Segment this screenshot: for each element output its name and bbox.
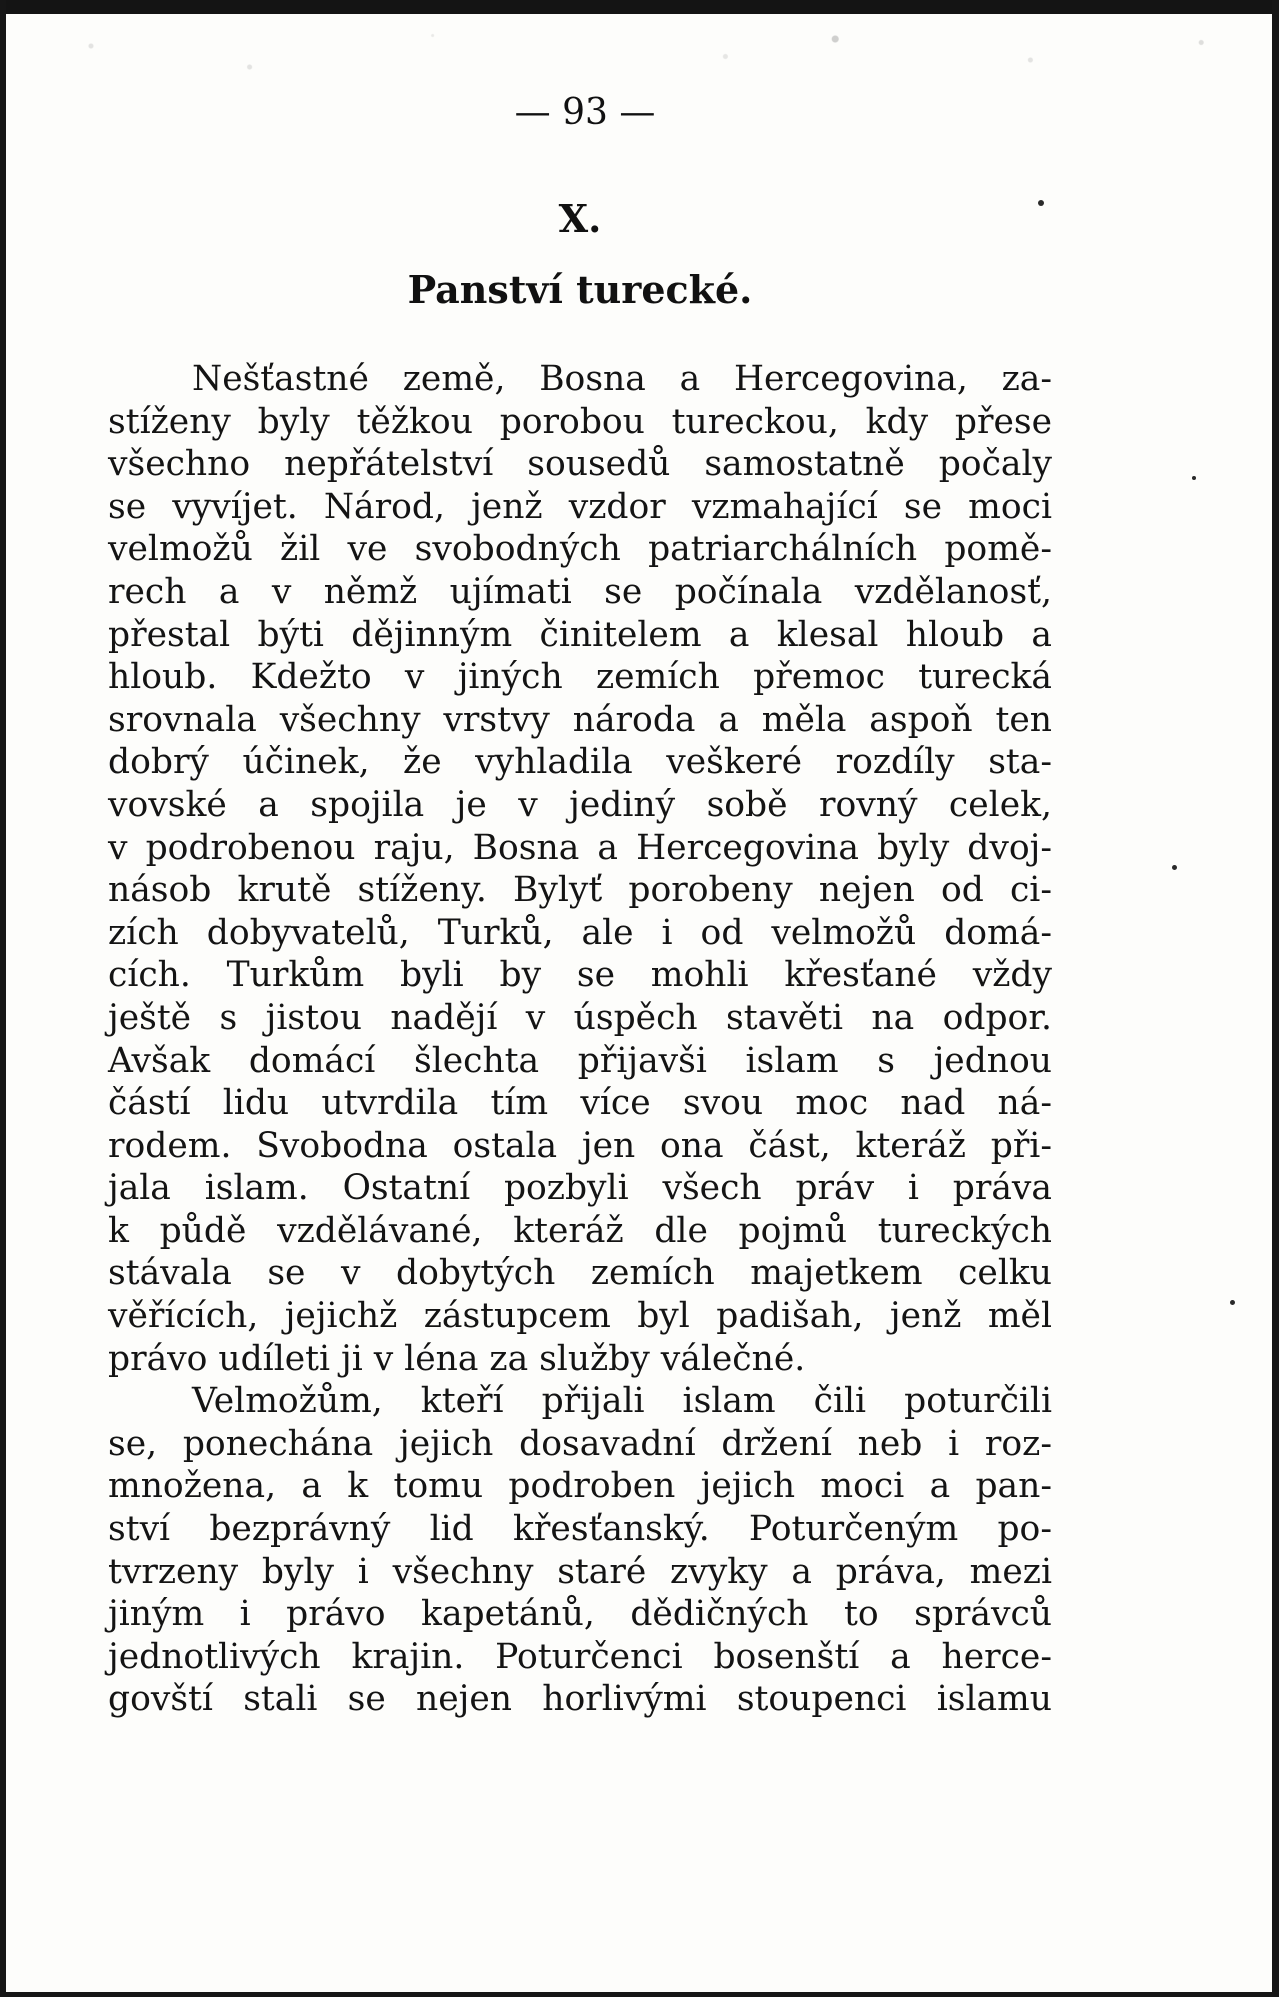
text-line: věřících, jejichž zástupcem byl padišah, jenž měl [108, 1296, 1052, 1337]
text-line: násob krutě stíženy. Bylyť porobeny nejen od ci- [108, 870, 1052, 911]
text-line: přestal býti dějinným činitelem a klesal hloub a [108, 614, 1052, 655]
text-line: jala islam. Ostatní pozbyli všech práv i práva [108, 1168, 1052, 1209]
text-line: srovnala všechny vrstvy národa a měla aspoň ten [108, 699, 1052, 740]
text-line: rodem. Svobodna ostala jen ona část, kteráž při- [108, 1125, 1052, 1166]
text-line: množena, a k tomu podroben jejich moci a pan- [108, 1466, 1052, 1507]
paragraph-2 [108, 1380, 1052, 1721]
text-line: velmožů žil ve svobodných patriarchálních pomě- [108, 529, 1052, 570]
chapter-number: X. [558, 196, 602, 241]
text-line: Avšak domácí šlechta přijavši islam s jednou [108, 1040, 1052, 1081]
text-line: k půdě vzdělávané, kteráž dle pojmů tureckých [108, 1210, 1052, 1251]
scan-border-bottom [0, 1992, 1279, 1997]
text-line: v podrobenou raju, Bosna a Hercegovina byly dvoj- [108, 827, 1052, 868]
text-line: stávala se v dobytých zemích majetkem celku [108, 1253, 1052, 1294]
text-line: jiným i právo kapetánů, dědičných to správců [108, 1594, 1052, 1635]
text-line: ství bezprávný lid křesťanský. Poturčeným po- [108, 1509, 1052, 1550]
text-line: zích dobyvatelů, Turků, ale i od velmožů domá- [108, 912, 1052, 953]
scan-speck [1230, 1300, 1235, 1305]
scan-noise [30, 18, 1250, 88]
page-number: — 93 — [514, 92, 656, 133]
text-line: tvrzeny byly i všechny staré zvyky a práva, mezi [108, 1551, 1052, 1592]
text-line: Velmožům, kteří přijali islam čili poturčili [192, 1381, 1052, 1422]
text-line: částí lidu utvrdila tím více svou moc nad ná- [108, 1083, 1052, 1124]
text-line: vovské a spojila je v jediný sobě rovný celek, [108, 784, 1052, 825]
text-line: právo udíleti ji v léna za služby válečné. [108, 1338, 806, 1379]
text-line: se vyvíjet. Národ, jenž vzdor vzmahající se moci [108, 486, 1052, 527]
scan-border-top [0, 0, 1279, 14]
scan-speck [1192, 476, 1196, 480]
text-line: ještě s jistou nadějí v úspěch stavěti na odpor. [108, 997, 1052, 1038]
text-line: cích. Turkům byli by se mohli křesťané vždy [108, 955, 1052, 996]
text-line: dobrý účinek, že vyhladila veškeré rozdíly sta- [108, 742, 1052, 783]
text-line: govští stali se nejen horlivými stoupenci islamu [108, 1679, 1052, 1720]
paragraph-1 [108, 358, 1052, 1380]
text-line: všechno nepřátelství sousedů samostatně počaly [108, 444, 1052, 485]
chapter-title: Panství turecké. [407, 267, 753, 312]
text-line: hloub. Kdežto v jiných zemích přemoc turecká [108, 657, 1052, 698]
text-line: se, ponechána jejich dosavadní držení neb i roz- [108, 1423, 1052, 1464]
text-line: rech a v němž ujímati se počínala vzdělanosť, [108, 571, 1052, 612]
text-line: jednotlivých krajin. Poturčenci bosenští a herce- [108, 1636, 1052, 1677]
scan-border-right [1272, 0, 1279, 1997]
text-line: Nešťastné země, Bosna a Hercegovina, za- [192, 359, 1052, 399]
text-line: stíženy byly těžkou porobou tureckou, kdy přese [108, 401, 1052, 442]
scan-speck [1172, 865, 1177, 870]
body-text [108, 358, 1052, 1721]
